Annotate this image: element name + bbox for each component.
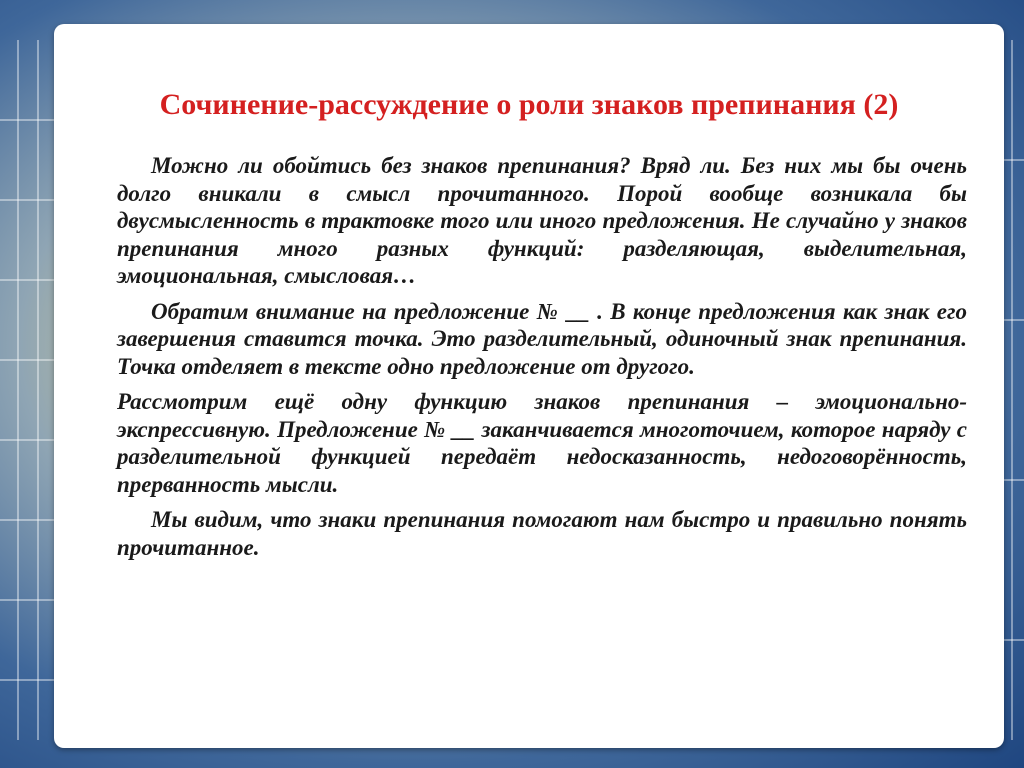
slide-content-panel [54, 24, 1004, 748]
paragraph-1: Можно ли обойтись без знаков препинания? Вряд ли. Без них мы бы очень долго вникали в смысл прочитанного. Порой вообще возникала бы двусмысленность в трактовке того или иного предложения. Не случайно у знаков препинания много разных функций: разделяющая, выделительная, эмоциональная, смысловая… [117, 153, 967, 288]
paragraph-3: Рассмотрим ещё одну функцию знаков препинания – эмоционально-экспрессивную. Предложение № __ заканчивается многоточием, которое наряду с разделительной функцией передаёт недосказанность, недоговорённость, прерванность мысли. [117, 389, 967, 497]
paragraph-2: Обратим внимание на предложение № __ . В конце предложения как знак его завершения ставится точка. Это разделительный, одиночный знак препинания. Точка отделяет в тексте одно предложение от другого. [117, 298, 967, 379]
paragraph-4: Мы видим, что знаки препинания помогают нам быстро и правильно понять прочитанное. [117, 507, 967, 560]
slide-body-text [117, 152, 967, 569]
slide-title: Сочинение-рассуждение о роли знаков препинания (2) [159, 88, 899, 121]
